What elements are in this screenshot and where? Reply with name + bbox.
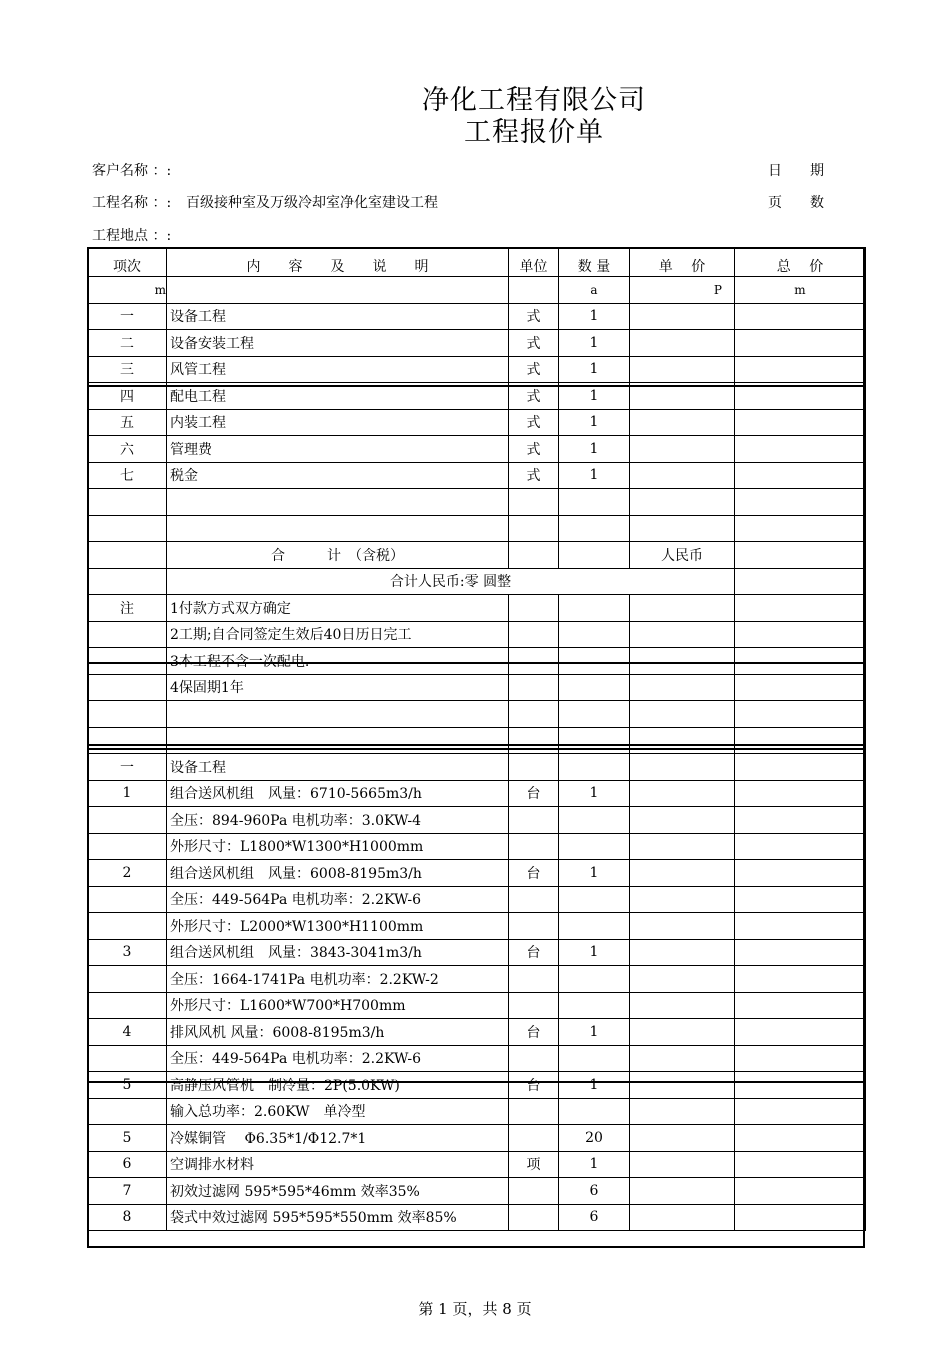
item-total xyxy=(735,462,866,489)
item-price xyxy=(630,1178,735,1205)
item-price xyxy=(630,1045,735,1072)
subheader-qty: a xyxy=(559,277,630,304)
item-qty: 1 xyxy=(559,356,630,383)
total-row xyxy=(88,542,866,569)
note-row xyxy=(88,621,866,648)
item-total xyxy=(735,1045,866,1072)
item-description: 袋式中效过滤网 595*595*550mm 效率85% xyxy=(167,1204,509,1231)
item-price xyxy=(630,860,735,887)
document-title: 工程报价单 xyxy=(464,117,604,148)
detail-row xyxy=(88,1098,866,1125)
item-description: 输入总功率：2.60KW 单冷型 xyxy=(167,1098,509,1125)
subheader-price: P xyxy=(630,277,735,304)
detail-row xyxy=(88,939,866,966)
empty-cell xyxy=(559,515,630,542)
empty-cell xyxy=(735,568,866,595)
item-unit xyxy=(509,886,559,913)
item-unit xyxy=(509,833,559,860)
item-qty xyxy=(559,886,630,913)
site-label: 工程地点 ：: xyxy=(92,228,172,244)
detail-row xyxy=(88,780,866,807)
empty-cell xyxy=(559,674,630,701)
item-description: 高静压风管机 制冷量：2P(5.0KW) xyxy=(167,1072,509,1099)
detail-row xyxy=(88,886,866,913)
empty-cell xyxy=(735,515,866,542)
summary-row xyxy=(88,462,866,489)
item-unit xyxy=(509,1098,559,1125)
item-qty: 6 xyxy=(559,1204,630,1231)
item-description: 设备安装工程 xyxy=(167,330,509,357)
item-price xyxy=(630,1204,735,1231)
detail-row xyxy=(88,1204,866,1231)
empty-cell xyxy=(735,489,866,516)
detail-row xyxy=(88,1019,866,1046)
empty-cell xyxy=(735,674,866,701)
item-total xyxy=(735,939,866,966)
item-price xyxy=(630,1072,735,1099)
item-no: 3 xyxy=(88,939,167,966)
empty-cell xyxy=(630,701,735,728)
item-description: 设备工程 xyxy=(167,754,509,781)
item-description: 全压：1664-1741Pa 电机功率：2.2KW-2 xyxy=(167,966,509,993)
item-total xyxy=(735,780,866,807)
item-qty: 1 xyxy=(559,1151,630,1178)
item-no: 七 xyxy=(88,462,167,489)
item-qty: 1 xyxy=(559,409,630,436)
empty-cell xyxy=(167,701,509,728)
empty-cell xyxy=(167,489,509,516)
total-amount xyxy=(735,542,866,569)
empty-cell xyxy=(509,542,559,569)
item-description: 组合送风机组 风量：6008-8195m3/h xyxy=(167,860,509,887)
empty-cell xyxy=(630,621,735,648)
empty-cell xyxy=(559,542,630,569)
item-total xyxy=(735,436,866,463)
item-price xyxy=(630,1019,735,1046)
header-content: 内 容 及 说 明 xyxy=(167,248,509,277)
note-text: 1付款方式双方确定 xyxy=(167,595,509,622)
section-divider xyxy=(87,385,865,387)
item-total xyxy=(735,1098,866,1125)
item-qty: 1 xyxy=(559,330,630,357)
empty-cell xyxy=(88,568,167,595)
item-qty xyxy=(559,833,630,860)
item-no: 5 xyxy=(88,1125,167,1152)
item-qty xyxy=(559,807,630,834)
item-qty: 6 xyxy=(559,1178,630,1205)
detail-row xyxy=(88,992,866,1019)
item-no: 6 xyxy=(88,1151,167,1178)
summary-row xyxy=(88,409,866,436)
item-total xyxy=(735,966,866,993)
item-price xyxy=(630,780,735,807)
item-no: 六 xyxy=(88,436,167,463)
item-qty xyxy=(559,1098,630,1125)
item-description: 组合送风机组 风量：6710-5665m3/h xyxy=(167,780,509,807)
item-price xyxy=(630,1125,735,1152)
empty-cell xyxy=(559,621,630,648)
empty-cell xyxy=(630,489,735,516)
empty-cell xyxy=(509,674,559,701)
item-description: 外形尺寸：L1600*W700*H700mm xyxy=(167,992,509,1019)
summary-row xyxy=(88,330,866,357)
table-header-row xyxy=(88,248,866,277)
empty-cell xyxy=(509,595,559,622)
detail-row xyxy=(88,1151,866,1178)
item-no: 一 xyxy=(88,303,167,330)
item-description: 设备工程 xyxy=(167,303,509,330)
item-price xyxy=(630,913,735,940)
item-unit: 式 xyxy=(509,409,559,436)
total-in-words: 合计人民币:零 圆整 xyxy=(167,568,735,595)
project-label: 工程名称 ：: xyxy=(92,195,172,211)
item-unit: 式 xyxy=(509,330,559,357)
item-unit: 台 xyxy=(509,780,559,807)
item-no: 2 xyxy=(88,860,167,887)
item-description: 全压：449-564Pa 电机功率：2.2KW-6 xyxy=(167,1045,509,1072)
note-text: 3本工程不含一次配电. xyxy=(167,648,509,675)
subheader-content xyxy=(167,277,509,304)
empty-cell xyxy=(735,648,866,675)
header-price: 单 价 xyxy=(630,248,735,277)
subheader-item: m xyxy=(88,277,167,304)
item-unit xyxy=(509,754,559,781)
item-price xyxy=(630,436,735,463)
item-price xyxy=(630,409,735,436)
item-price xyxy=(630,356,735,383)
item-unit: 式 xyxy=(509,436,559,463)
item-total xyxy=(735,1072,866,1099)
item-description: 外形尺寸：L1800*W1300*H1000mm xyxy=(167,833,509,860)
item-price xyxy=(630,462,735,489)
total-label: 合 计 （含税） xyxy=(167,542,509,569)
detail-row xyxy=(88,754,866,781)
item-total xyxy=(735,913,866,940)
detail-row xyxy=(88,966,866,993)
empty-cell xyxy=(509,701,559,728)
empty-cell xyxy=(509,489,559,516)
item-qty: 1 xyxy=(559,462,630,489)
item-price xyxy=(630,992,735,1019)
item-no: 一 xyxy=(88,754,167,781)
header-item: 项次 xyxy=(88,248,167,277)
item-total xyxy=(735,860,866,887)
section-divider xyxy=(87,748,865,750)
section-divider xyxy=(87,662,865,664)
empty-cell xyxy=(509,648,559,675)
item-unit xyxy=(509,807,559,834)
empty-row xyxy=(88,701,866,728)
item-qty: 1 xyxy=(559,383,630,410)
item-total xyxy=(735,833,866,860)
item-unit xyxy=(509,1178,559,1205)
item-no: 1 xyxy=(88,780,167,807)
item-no: 四 xyxy=(88,383,167,410)
item-unit: 式 xyxy=(509,383,559,410)
item-total xyxy=(735,886,866,913)
item-no xyxy=(88,913,167,940)
item-no: 4 xyxy=(88,1019,167,1046)
empty-cell xyxy=(88,542,167,569)
item-price xyxy=(630,886,735,913)
section-divider xyxy=(87,1081,865,1083)
detail-row xyxy=(88,833,866,860)
item-unit xyxy=(509,992,559,1019)
detail-row xyxy=(88,1178,866,1205)
item-unit: 台 xyxy=(509,1072,559,1099)
empty-cell xyxy=(735,701,866,728)
header-qty: 数 量 xyxy=(559,248,630,277)
total-currency: 人民币 xyxy=(630,542,735,569)
empty-cell xyxy=(559,648,630,675)
item-qty: 1 xyxy=(559,1019,630,1046)
item-qty: 1 xyxy=(559,780,630,807)
item-no: 5 xyxy=(88,1072,167,1099)
item-qty xyxy=(559,754,630,781)
empty-cell xyxy=(88,489,167,516)
item-no xyxy=(88,1045,167,1072)
note-text: 2工期;自合同签定生效后40日历日完工 xyxy=(167,621,509,648)
note-row xyxy=(88,674,866,701)
page-footer: 第 1 页，共 8 页 xyxy=(418,1300,532,1318)
note-row xyxy=(88,595,866,622)
empty-cell xyxy=(630,674,735,701)
detail-row xyxy=(88,1072,866,1099)
item-price xyxy=(630,833,735,860)
item-total xyxy=(735,807,866,834)
item-no: 五 xyxy=(88,409,167,436)
item-no: 7 xyxy=(88,1178,167,1205)
header-total: 总 价 xyxy=(735,248,866,277)
item-unit xyxy=(509,1204,559,1231)
item-total xyxy=(735,356,866,383)
company-name: 净化工程有限公司 xyxy=(422,85,646,116)
detail-row xyxy=(88,860,866,887)
item-price xyxy=(630,807,735,834)
item-description: 配电工程 xyxy=(167,383,509,410)
item-total xyxy=(735,992,866,1019)
item-price xyxy=(630,1098,735,1125)
item-price xyxy=(630,1151,735,1178)
item-description: 冷媒铜管 Φ6.35*1/Φ12.7*1 xyxy=(167,1125,509,1152)
item-total xyxy=(735,1019,866,1046)
empty-cell xyxy=(630,595,735,622)
item-total xyxy=(735,754,866,781)
item-price xyxy=(630,939,735,966)
item-total xyxy=(735,330,866,357)
empty-cell xyxy=(559,701,630,728)
item-no: 三 xyxy=(88,356,167,383)
item-qty xyxy=(559,1045,630,1072)
empty-cell xyxy=(88,701,167,728)
empty-cell xyxy=(88,648,167,675)
item-description: 全压：894-960Pa 电机功率：3.0KW-4 xyxy=(167,807,509,834)
item-description: 全压：449-564Pa 电机功率：2.2KW-6 xyxy=(167,886,509,913)
item-qty xyxy=(559,913,630,940)
item-unit: 项 xyxy=(509,1151,559,1178)
customer-label: 客户名称 ：: xyxy=(92,163,172,179)
empty-cell xyxy=(509,515,559,542)
detail-row xyxy=(88,913,866,940)
item-total xyxy=(735,303,866,330)
item-description: 排风风机 风量：6008-8195m3/h xyxy=(167,1019,509,1046)
empty-cell xyxy=(88,515,167,542)
empty-row xyxy=(88,489,866,516)
empty-cell xyxy=(88,621,167,648)
item-description: 空调排水材料 xyxy=(167,1151,509,1178)
item-qty xyxy=(559,966,630,993)
item-description: 外形尺寸：L2000*W1300*H1100mm xyxy=(167,913,509,940)
note-text: 4保固期1年 xyxy=(167,674,509,701)
empty-cell xyxy=(559,595,630,622)
item-no xyxy=(88,807,167,834)
item-no xyxy=(88,1098,167,1125)
notes-label: 注 xyxy=(88,595,167,622)
empty-cell xyxy=(509,621,559,648)
summary-row xyxy=(88,303,866,330)
empty-row xyxy=(88,515,866,542)
item-no xyxy=(88,833,167,860)
item-qty: 1 xyxy=(559,860,630,887)
empty-cell xyxy=(167,515,509,542)
total-words-row xyxy=(88,568,866,595)
item-unit: 式 xyxy=(509,462,559,489)
item-description: 税金 xyxy=(167,462,509,489)
item-qty: 1 xyxy=(559,939,630,966)
item-no xyxy=(88,966,167,993)
quotation-table xyxy=(87,247,866,1231)
section-divider xyxy=(87,744,865,746)
item-total xyxy=(735,1204,866,1231)
item-unit xyxy=(509,913,559,940)
detail-row xyxy=(88,1045,866,1072)
item-unit: 台 xyxy=(509,939,559,966)
item-qty: 1 xyxy=(559,1072,630,1099)
item-no xyxy=(88,992,167,1019)
summary-row xyxy=(88,436,866,463)
item-description: 风管工程 xyxy=(167,356,509,383)
empty-cell xyxy=(88,674,167,701)
item-price xyxy=(630,303,735,330)
item-total xyxy=(735,409,866,436)
item-unit xyxy=(509,1045,559,1072)
subheader-unit xyxy=(509,277,559,304)
header-unit: 单位 xyxy=(509,248,559,277)
project-name: 百级接种室及万级冷却室净化室建设工程 xyxy=(186,195,438,211)
item-unit: 式 xyxy=(509,356,559,383)
item-qty xyxy=(559,992,630,1019)
empty-cell xyxy=(559,489,630,516)
item-total xyxy=(735,1125,866,1152)
item-unit: 台 xyxy=(509,860,559,887)
empty-cell xyxy=(630,648,735,675)
item-unit xyxy=(509,966,559,993)
summary-row xyxy=(88,356,866,383)
item-qty: 1 xyxy=(559,436,630,463)
empty-cell xyxy=(630,515,735,542)
item-description: 组合送风机组 风量：3843-3041m3/h xyxy=(167,939,509,966)
item-description: 管理费 xyxy=(167,436,509,463)
item-price xyxy=(630,966,735,993)
item-price xyxy=(630,754,735,781)
item-price xyxy=(630,330,735,357)
table-subheader-row xyxy=(88,277,866,304)
item-no: 二 xyxy=(88,330,167,357)
pages-label: 页 数 xyxy=(768,195,824,211)
item-qty: 1 xyxy=(559,303,630,330)
item-unit xyxy=(509,1125,559,1152)
detail-row xyxy=(88,807,866,834)
empty-cell xyxy=(735,595,866,622)
item-total xyxy=(735,1151,866,1178)
item-unit: 式 xyxy=(509,303,559,330)
item-unit: 台 xyxy=(509,1019,559,1046)
item-total xyxy=(735,1178,866,1205)
item-description: 初效过滤网 595*595*46mm 效率35% xyxy=(167,1178,509,1205)
detail-row xyxy=(88,1125,866,1152)
note-row xyxy=(88,648,866,675)
subheader-total: m xyxy=(735,277,866,304)
item-description: 内装工程 xyxy=(167,409,509,436)
item-no: 8 xyxy=(88,1204,167,1231)
empty-cell xyxy=(735,621,866,648)
item-qty: 20 xyxy=(559,1125,630,1152)
date-label: 日 期 xyxy=(768,163,824,179)
item-no xyxy=(88,886,167,913)
